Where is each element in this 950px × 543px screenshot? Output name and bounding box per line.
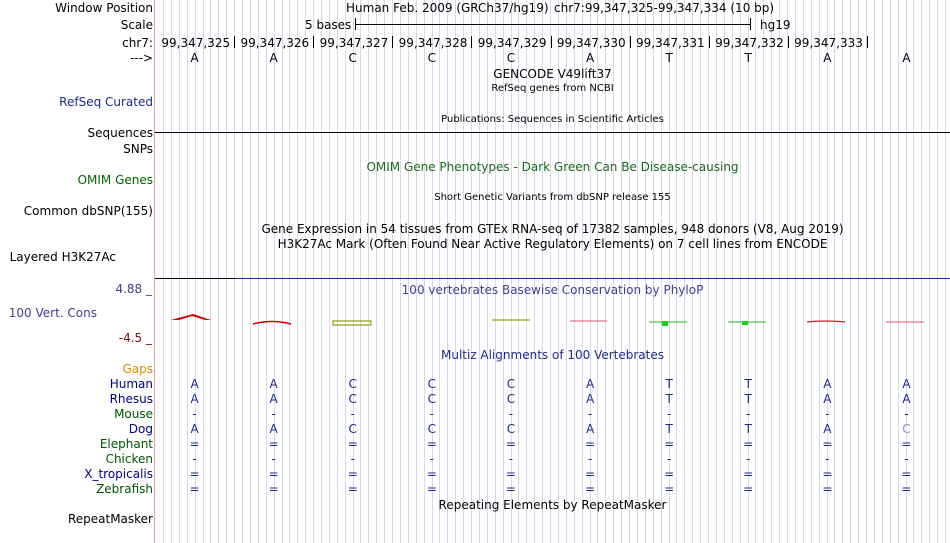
alignment-base: -: [271, 407, 276, 421]
alignment-base: =: [268, 467, 279, 481]
alignment-base: T: [744, 422, 752, 436]
alignment-base: A: [269, 377, 278, 391]
alignment-base: A: [823, 422, 832, 436]
alignment-base: A: [190, 422, 199, 436]
alignment-base: -: [666, 452, 672, 466]
track-label-refseq[interactable]: RefSeq Curated: [59, 95, 153, 109]
phylop-peak-2: [253, 322, 291, 325]
species-label-dog[interactable]: Dog: [128, 422, 153, 436]
species-label-chicken[interactable]: Chicken: [105, 452, 153, 466]
alignment-base: C: [427, 422, 437, 436]
base-letter: A: [823, 51, 832, 65]
position-range: chr7:99,347,325-99,347,334 (10 bp): [554, 1, 775, 15]
scale-bar-line: [355, 24, 750, 25]
track-label-gaps[interactable]: Gaps: [122, 362, 153, 376]
base-letter: T: [665, 51, 673, 65]
alignment-base: -: [271, 452, 276, 466]
alignment-base: C: [427, 377, 437, 391]
track-label-h3k27ac[interactable]: Layered H3K27Ac: [9, 250, 116, 264]
track-label-snps[interactable]: SNPs: [123, 142, 153, 156]
alignment-base: =: [505, 437, 516, 451]
coordinate-label: 99,347,329: [477, 36, 547, 50]
alignment-base: A: [585, 392, 595, 406]
alignment-base: A: [823, 392, 832, 406]
alignment-base: T: [665, 422, 673, 436]
alignment-base: A: [585, 422, 595, 436]
alignment-base: -: [666, 407, 672, 421]
coordinate-label: 99,347,328: [398, 36, 468, 50]
alignment-base: -: [508, 407, 514, 421]
base-letter: A: [190, 51, 199, 65]
alignment-base: =: [822, 467, 833, 481]
alignment-base: -: [587, 452, 593, 466]
base-letter: A: [269, 51, 278, 65]
species-label-elephant[interactable]: Elephant: [99, 437, 153, 451]
track-label-omim[interactable]: OMIM Genes: [77, 173, 153, 187]
alignment-base: C: [506, 377, 516, 391]
alignment-base: C: [506, 422, 516, 436]
coordinate-tick: [234, 36, 235, 48]
alignment-base: =: [901, 437, 912, 451]
alignment-base: A: [190, 377, 199, 391]
alignment-base: =: [426, 482, 437, 496]
base-letter: C: [427, 51, 437, 65]
coordinate-label: 99,347,330: [556, 36, 626, 50]
h3k27ac-track-title: H3K27Ac Mark (Often Found Near Active Regulatory Elements) on 7 cell lines from ENCODE: [277, 237, 828, 251]
base-letter: C: [506, 51, 516, 65]
phylop-track-title: 100 vertebrates Basewise Conservation by PhyloP: [401, 283, 704, 297]
coordinate-label: 99,347,325: [161, 36, 231, 50]
phylop-bar-3: [333, 321, 371, 325]
alignment-base: A: [190, 392, 199, 406]
alignment-base: =: [347, 437, 358, 451]
chrom-label: chr7:: [122, 36, 153, 50]
coordinate-tick: [867, 36, 868, 48]
phylop-mark-8: [742, 321, 748, 325]
phylop-peak-9: [807, 321, 845, 322]
alignment-base: =: [901, 467, 912, 481]
alignment-base: =: [822, 482, 833, 496]
alignment-base: C: [902, 422, 911, 436]
alignment-base: A: [902, 377, 911, 391]
sequences-separator: [155, 132, 950, 133]
alignment-base: C: [348, 392, 357, 406]
alignment-base: -: [192, 452, 197, 466]
cons-min-label: -4.5 _: [118, 331, 152, 345]
alignment-base: C: [348, 377, 357, 391]
alignment-base: -: [350, 452, 355, 466]
omim-track-title: OMIM Gene Phenotypes - Dark Green Can Be Disease-causing: [366, 160, 739, 174]
coordinate-label: 99,347,326: [240, 36, 310, 50]
alignment-base: -: [825, 407, 830, 421]
alignment-base: =: [505, 482, 516, 496]
alignment-base: =: [743, 482, 754, 496]
coordinate-tick: [471, 36, 472, 48]
coordinate-tick: [788, 36, 789, 48]
alignment-base: =: [347, 467, 358, 481]
gtex-track-title: Gene Expression in 54 tissues from GTEx RNA-seq of 17382 samples, 948 donors (V8, Aug 2019): [261, 222, 844, 236]
alignment-base: =: [347, 482, 358, 496]
alignment-base: -: [825, 452, 830, 466]
window-position-label: Window Position: [55, 1, 153, 15]
alignment-base: =: [268, 482, 279, 496]
alignment-base: =: [664, 482, 675, 496]
alignment-base: =: [822, 437, 833, 451]
scale-bar-right-tick: [750, 18, 751, 30]
track-label-dbsnp[interactable]: Common dbSNP(155): [23, 204, 153, 218]
species-label-mouse[interactable]: Mouse: [114, 407, 153, 421]
scale-label: Scale: [120, 18, 153, 32]
alignment-base: A: [585, 377, 595, 391]
multiz-track-title: Multiz Alignments of 100 Vertebrates: [440, 348, 665, 362]
h3k27ac-separator: [155, 278, 235, 279]
gencode-track-title[interactable]: GENCODE V49lift37: [493, 67, 612, 81]
alignment-base: -: [429, 407, 435, 421]
phylop-conservation-graph: [155, 305, 950, 330]
alignment-base: T: [665, 392, 673, 406]
alignment-base: -: [904, 452, 909, 466]
alignment-base: -: [746, 452, 751, 466]
base-letter: C: [348, 51, 357, 65]
alignment-base: T: [744, 377, 752, 391]
alignment-base: =: [743, 467, 754, 481]
alignment-base: =: [426, 467, 437, 481]
alignment-base: C: [348, 422, 357, 436]
track-label-repeatmasker[interactable]: RepeatMasker: [67, 512, 153, 526]
species-label-x_tropicalis[interactable]: X_tropicalis: [84, 467, 153, 481]
strand-arrow-label[interactable]: --->: [129, 51, 153, 65]
alignment-base: T: [744, 392, 752, 406]
species-label-rhesus[interactable]: Rhesus: [109, 392, 153, 406]
alignment-base: A: [902, 392, 911, 406]
assembly-title: Human Feb. 2009 (GRCh37/hg19): [346, 1, 549, 15]
dbsnp-track-title: Short Genetic Variants from dbSNP release 155: [434, 192, 671, 203]
alignment-base: A: [269, 392, 278, 406]
alignment-base: =: [505, 467, 516, 481]
publications-track-title: Publications: Sequences in Scientific Articles: [441, 114, 664, 125]
base-letter: A: [902, 51, 911, 65]
track-label-sequences[interactable]: Sequences: [87, 126, 153, 140]
coordinate-tick: [313, 36, 314, 48]
alignment-base: C: [506, 392, 516, 406]
base-letter: T: [744, 51, 752, 65]
h3k27ac-signal-line: [235, 278, 950, 279]
coordinate-label: 99,347,331: [635, 36, 705, 50]
alignment-base: A: [823, 377, 832, 391]
repeatmasker-track-title: Repeating Elements by RepeatMasker: [438, 498, 667, 512]
base-letter: A: [585, 51, 595, 65]
alignment-base: =: [189, 437, 200, 451]
alignment-base: =: [426, 437, 437, 451]
alignment-base: -: [746, 407, 751, 421]
alignment-base: =: [664, 437, 675, 451]
alignment-base: =: [585, 482, 596, 496]
alignment-base: C: [427, 392, 437, 406]
alignment-base: =: [585, 437, 596, 451]
coordinate-tick: [630, 36, 631, 48]
phylop-mark-7: [662, 321, 668, 326]
coordinate-label: 99,347,327: [319, 36, 389, 50]
scale-bar-left-tick: [355, 18, 356, 30]
alignment-base: =: [901, 482, 912, 496]
alignment-base: =: [268, 437, 279, 451]
alignment-base: =: [664, 467, 675, 481]
scale-bar-label: 5 bases: [305, 18, 352, 32]
alignment-base: A: [269, 422, 278, 436]
species-label-zebrafish[interactable]: Zebrafish: [96, 482, 153, 496]
alignment-base: =: [743, 437, 754, 451]
cons-max-label: 4.88 _: [115, 282, 152, 296]
alignment-base: =: [585, 467, 596, 481]
alignment-base: -: [508, 452, 514, 466]
coordinate-tick: [392, 36, 393, 48]
alignment-base: -: [587, 407, 593, 421]
coordinate-tick: [551, 36, 552, 48]
scale-bar-db: hg19: [760, 18, 791, 32]
coordinate-tick: [709, 36, 710, 48]
alignment-base: -: [429, 452, 435, 466]
refseq-track-title: RefSeq genes from NCBI: [491, 83, 614, 94]
phylop-peak-1: [171, 314, 211, 320]
alignment-base: -: [904, 407, 909, 421]
alignment-base: T: [665, 377, 673, 391]
alignment-base: -: [192, 407, 197, 421]
alignment-base: =: [189, 467, 200, 481]
coordinate-label: 99,347,332: [715, 36, 784, 50]
track-label-vert-cons[interactable]: 100 Vert. Cons: [8, 306, 97, 320]
alignment-base: =: [189, 482, 200, 496]
coordinate-label: 99,347,333: [794, 36, 863, 50]
alignment-base: -: [350, 407, 355, 421]
species-label-human[interactable]: Human: [109, 377, 153, 391]
